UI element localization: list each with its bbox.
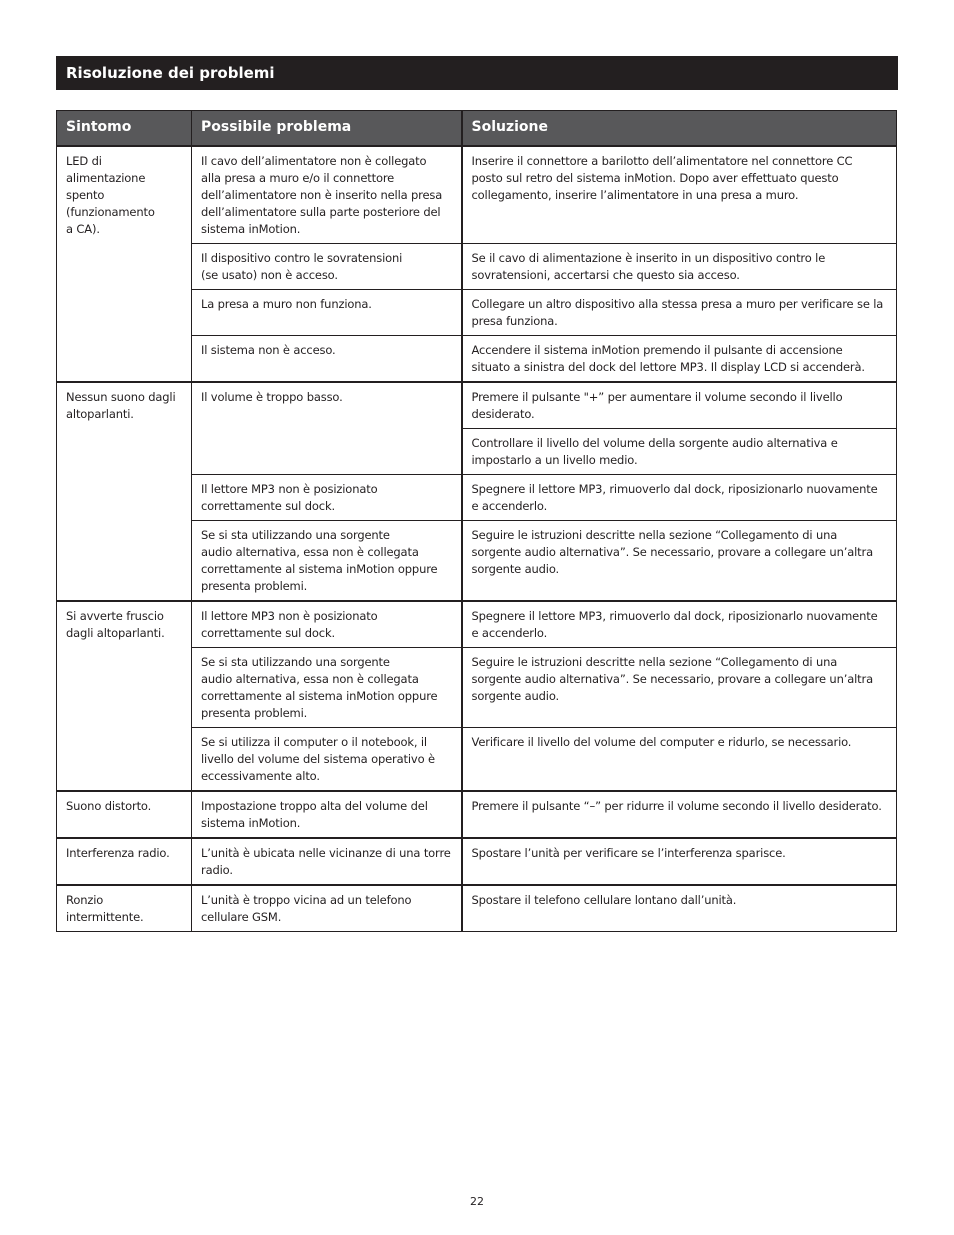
problem-cell: Se si utilizza il computer o il notebook, il livello del volume del sistema operativo è eccessivamente alto.	[192, 727, 462, 791]
problem-cell: Il volume è troppo basso.	[192, 382, 462, 475]
solution-cell: Inserire il connettore a barilotto dell’alimentatore nel connettore CC posto sul retro del sistema inMotion. Dopo aver effettuato questo collegamento, inserire l’alimentatore in una presa a muro.	[462, 146, 897, 244]
solution-cell: Spegnere il lettore MP3, rimuoverlo dal dock, riposizionarlo nuovamente e accenderlo.	[462, 601, 897, 648]
symptom-cell: Nessun suono dagli altoparlanti.	[57, 382, 192, 601]
header-problem: Possibile problema	[192, 111, 462, 146]
solution-cell: Spostare il telefono cellulare lontano dall’unità.	[462, 885, 897, 932]
problem-cell: L’unità è troppo vicina ad un telefono cellulare GSM.	[192, 885, 462, 932]
header-symptom: Sintomo	[57, 111, 192, 146]
solution-cell: Seguire le istruzioni descritte nella sezione “Collegamento di una sorgente audio alternativa”. Se necessario, provare a collegare un’altra sorgente audio.	[462, 520, 897, 601]
solution-cell: Collegare un altro dispositivo alla stessa presa a muro per verificare se la presa funziona.	[462, 289, 897, 335]
problem-cell: Il sistema non è acceso.	[192, 335, 462, 382]
symptom-cell: LED di alimentazione spento (funzionamento a CA).	[57, 146, 192, 382]
symptom-cell: Suono distorto.	[57, 791, 192, 838]
table-row	[57, 791, 897, 838]
solution-cell: Premere il pulsante “–” per ridurre il volume secondo il livello desiderato.	[462, 791, 897, 838]
table-row	[57, 885, 897, 932]
solution-cell: Accendere il sistema inMotion premendo il pulsante di accensione situato a sinistra del dock del lettore MP3. Il display LCD si accenderà.	[462, 335, 897, 382]
solution-cell: Premere il pulsante "+” per aumentare il volume secondo il livello desiderato.	[462, 382, 897, 429]
solution-cell: Spostare l’unità per verificare se l’interferenza sparisce.	[462, 838, 897, 885]
problem-cell: La presa a muro non funziona.	[192, 289, 462, 335]
problem-cell: Il lettore MP3 non è posizionato correttamente sul dock.	[192, 601, 462, 648]
table-row	[57, 838, 897, 885]
problem-cell: Il cavo dell’alimentatore non è collegato alla presa a muro e/o il connettore dell’alimentatore non è inserito nella presa dell’alimentatore sulla parte posteriore del sistema inMotion.	[192, 146, 462, 244]
problem-cell: Il dispositivo contro le sovratensioni (se usato) non è acceso.	[192, 243, 462, 289]
table-row	[57, 382, 897, 429]
table-row	[57, 146, 897, 244]
solution-cell: Controllare il livello del volume della sorgente audio alternativa e impostarlo a un livello medio.	[462, 428, 897, 474]
table-row	[57, 601, 897, 648]
symptom-cell: Si avverte fruscio dagli altoparlanti.	[57, 601, 192, 791]
symptom-cell: Interferenza radio.	[57, 838, 192, 885]
solution-cell: Verificare il livello del volume del computer e ridurlo, se necessario.	[462, 727, 897, 791]
problem-cell: L’unità è ubicata nelle vicinanze di una torre radio.	[192, 838, 462, 885]
solution-cell: Spegnere il lettore MP3, rimuoverlo dal dock, riposizionarlo nuovamente e accenderlo.	[462, 474, 897, 520]
problem-cell: Se si sta utilizzando una sorgente audio alternativa, essa non è collegata correttamente al sistema inMotion oppure presenta problemi.	[192, 647, 462, 727]
page-number: 22	[470, 1195, 484, 1208]
solution-cell: Seguire le istruzioni descritte nella sezione “Collegamento di una sorgente audio alternativa”. Se necessario, provare a collegare un’altra sorgente audio.	[462, 647, 897, 727]
problem-cell: Impostazione troppo alta del volume del sistema inMotion.	[192, 791, 462, 838]
solution-cell: Se il cavo di alimentazione è inserito in un dispositivo contro le sovratensioni, accertarsi che questo sia acceso.	[462, 243, 897, 289]
table-header-row	[57, 111, 897, 146]
header-solution: Soluzione	[462, 111, 897, 146]
symptom-cell: Ronzio intermittente.	[57, 885, 192, 932]
problem-cell: Se si sta utilizzando una sorgente audio alternativa, essa non è collegata correttamente al sistema inMotion oppure presenta problemi.	[192, 520, 462, 601]
troubleshooting-table	[56, 110, 897, 932]
section-title: Risoluzione dei problemi	[56, 56, 898, 90]
problem-cell: Il lettore MP3 non è posizionato correttamente sul dock.	[192, 474, 462, 520]
